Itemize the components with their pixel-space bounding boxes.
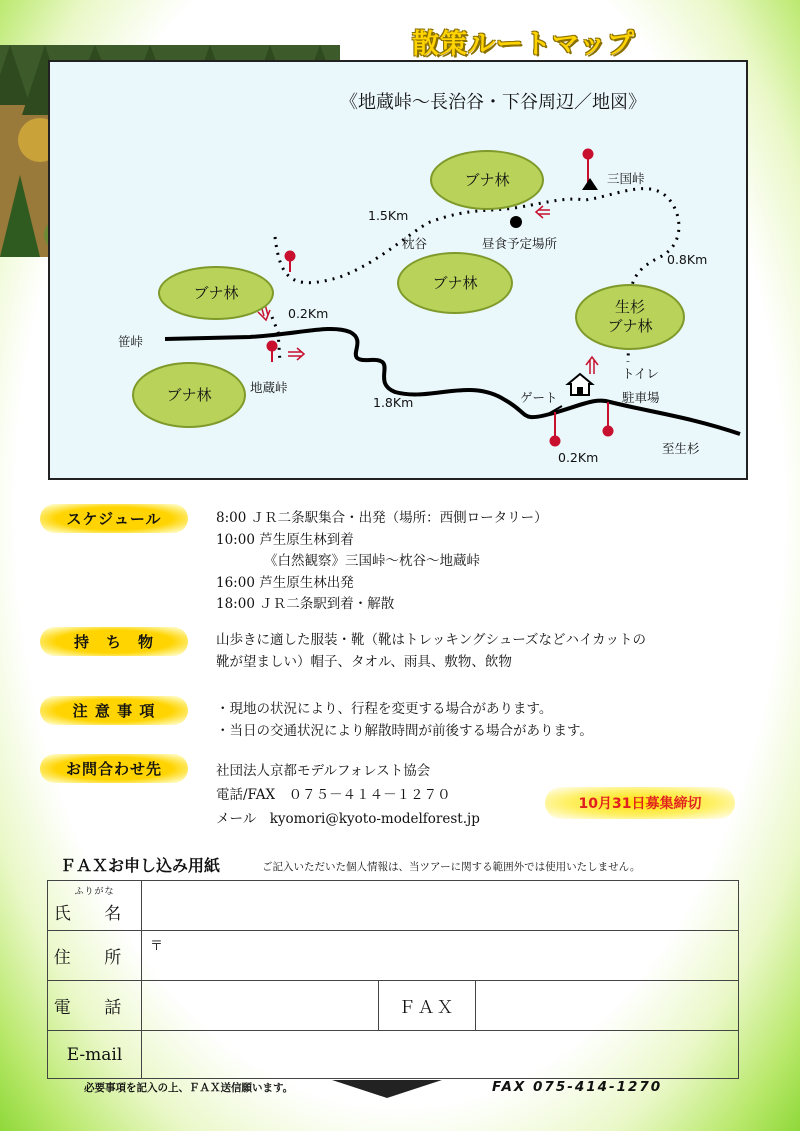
contact-org: 社団法人京都モデルフォレスト協会 — [216, 763, 431, 779]
fax-form — [47, 880, 739, 1079]
schedule-item: 16:00 芦生原生林出発 — [216, 574, 354, 591]
contact-email: メール kyomori@kyoto-modelforest.jp — [216, 811, 480, 827]
schedule-item: 8:00 ＪＲ二条駅集合・出発（場所：西側ロータリー） — [216, 510, 548, 526]
lunch-point-icon — [510, 216, 522, 228]
label-dist-0-8: 0.8Km — [667, 252, 708, 267]
name-label: 氏 名 — [53, 904, 136, 924]
contact-phone: 電話/FAX ０７５－４１４－１２７０ — [216, 787, 451, 803]
label-mikuni: 三国峠 — [607, 171, 645, 186]
beech-forest-4: ブナ林 — [132, 362, 246, 428]
belongings-text — [216, 630, 646, 673]
fax-form-title: ＦＡＸお申し込み用紙 — [60, 856, 221, 875]
beech-forest-2: ブナ林 — [397, 252, 513, 314]
footer-instruction: 必要事項を記入の上、ＦＡＸ送信願います。 — [84, 1082, 294, 1094]
label-jizo: 地蔵峠 — [250, 380, 288, 395]
schedule-label: スケジュール — [40, 504, 188, 533]
contact-label: お問合わせ先 — [40, 754, 188, 783]
route-map — [48, 60, 748, 480]
fax-field[interactable] — [476, 981, 739, 1031]
footer-fax-number: FAX 075-414-1270 — [492, 1079, 663, 1095]
deadline-badge: 10月31日募集締切 — [545, 787, 735, 819]
name-field[interactable] — [142, 881, 739, 931]
label-dist-0-2a: 0.2Km — [288, 306, 329, 321]
label-parking: 駐車場 — [622, 390, 660, 405]
label-ikisugi: 至生杉 — [662, 441, 700, 456]
label-toilet: トイレ — [622, 366, 659, 381]
label-gate: ゲート — [520, 390, 558, 405]
peak-icon — [582, 178, 598, 190]
label-dist-1-8: 1.8Km — [373, 395, 414, 410]
label-sasa: 笹峠 — [118, 334, 144, 349]
schedule-list — [216, 508, 548, 616]
phone-field[interactable] — [142, 981, 379, 1031]
label-lunch: 昼食予定場所 — [482, 236, 558, 251]
trail-jizo — [272, 317, 280, 362]
schedule-item: 10:00 芦生原生林到着 — [216, 531, 354, 548]
arrow-down-icon — [332, 1076, 442, 1102]
address-label: 住 所 — [48, 931, 142, 981]
contact-text — [216, 759, 480, 831]
privacy-note: ご記入いただいた個人情報は、当ツアーに関する範囲外では使用いたしません。 — [262, 861, 641, 873]
schedule-item: 《白然観察》三国峠～枕谷～地蔵峠 — [264, 553, 480, 569]
label-dist-1-5: 1.5Km — [368, 208, 409, 223]
furigana-label: ふりがな — [74, 887, 115, 897]
notes-line: ・当日の交通状況により解散時間が前後する場合があります。 — [216, 722, 593, 739]
notes-line: ・現地の状況により、行程を変更する場合があります。 — [216, 701, 553, 717]
postal-mark: 〒 — [150, 939, 164, 954]
belongings-label: 持 ち 物 — [40, 627, 188, 656]
beech-forest-1: ブナ林 — [430, 150, 544, 210]
fax-label: ＦＡＸ — [379, 981, 476, 1031]
address-field[interactable] — [142, 931, 739, 981]
belongings-line: 山歩きに適した服装・靴（靴はトレッキングシューズなどハイカットの — [216, 632, 646, 648]
beech-forest-3: ブナ林 — [158, 266, 274, 320]
notes-label: 注 意 事 項 — [40, 696, 188, 725]
map-subtitle: 《地蔵峠～長治谷・下谷周辺／地図》 — [340, 92, 646, 113]
label-makuradani: 枕谷 — [402, 236, 428, 251]
label-dist-0-2b: 0.2Km — [558, 450, 599, 465]
schedule-item: 18:00 ＪＲ二条駅到着・解散 — [216, 596, 395, 612]
page-title: 散策ルートマップ — [412, 29, 635, 60]
email-label: E-mail — [48, 1031, 142, 1079]
phone-label: 電 話 — [48, 981, 142, 1031]
notes-text — [216, 699, 593, 742]
belongings-line: 靴が望ましい）帽子、タオル、雨具、敷物、飲物 — [216, 653, 512, 670]
cedar-beech-forest: 生杉 ブナ林 — [575, 284, 685, 350]
email-field[interactable] — [142, 1031, 739, 1079]
